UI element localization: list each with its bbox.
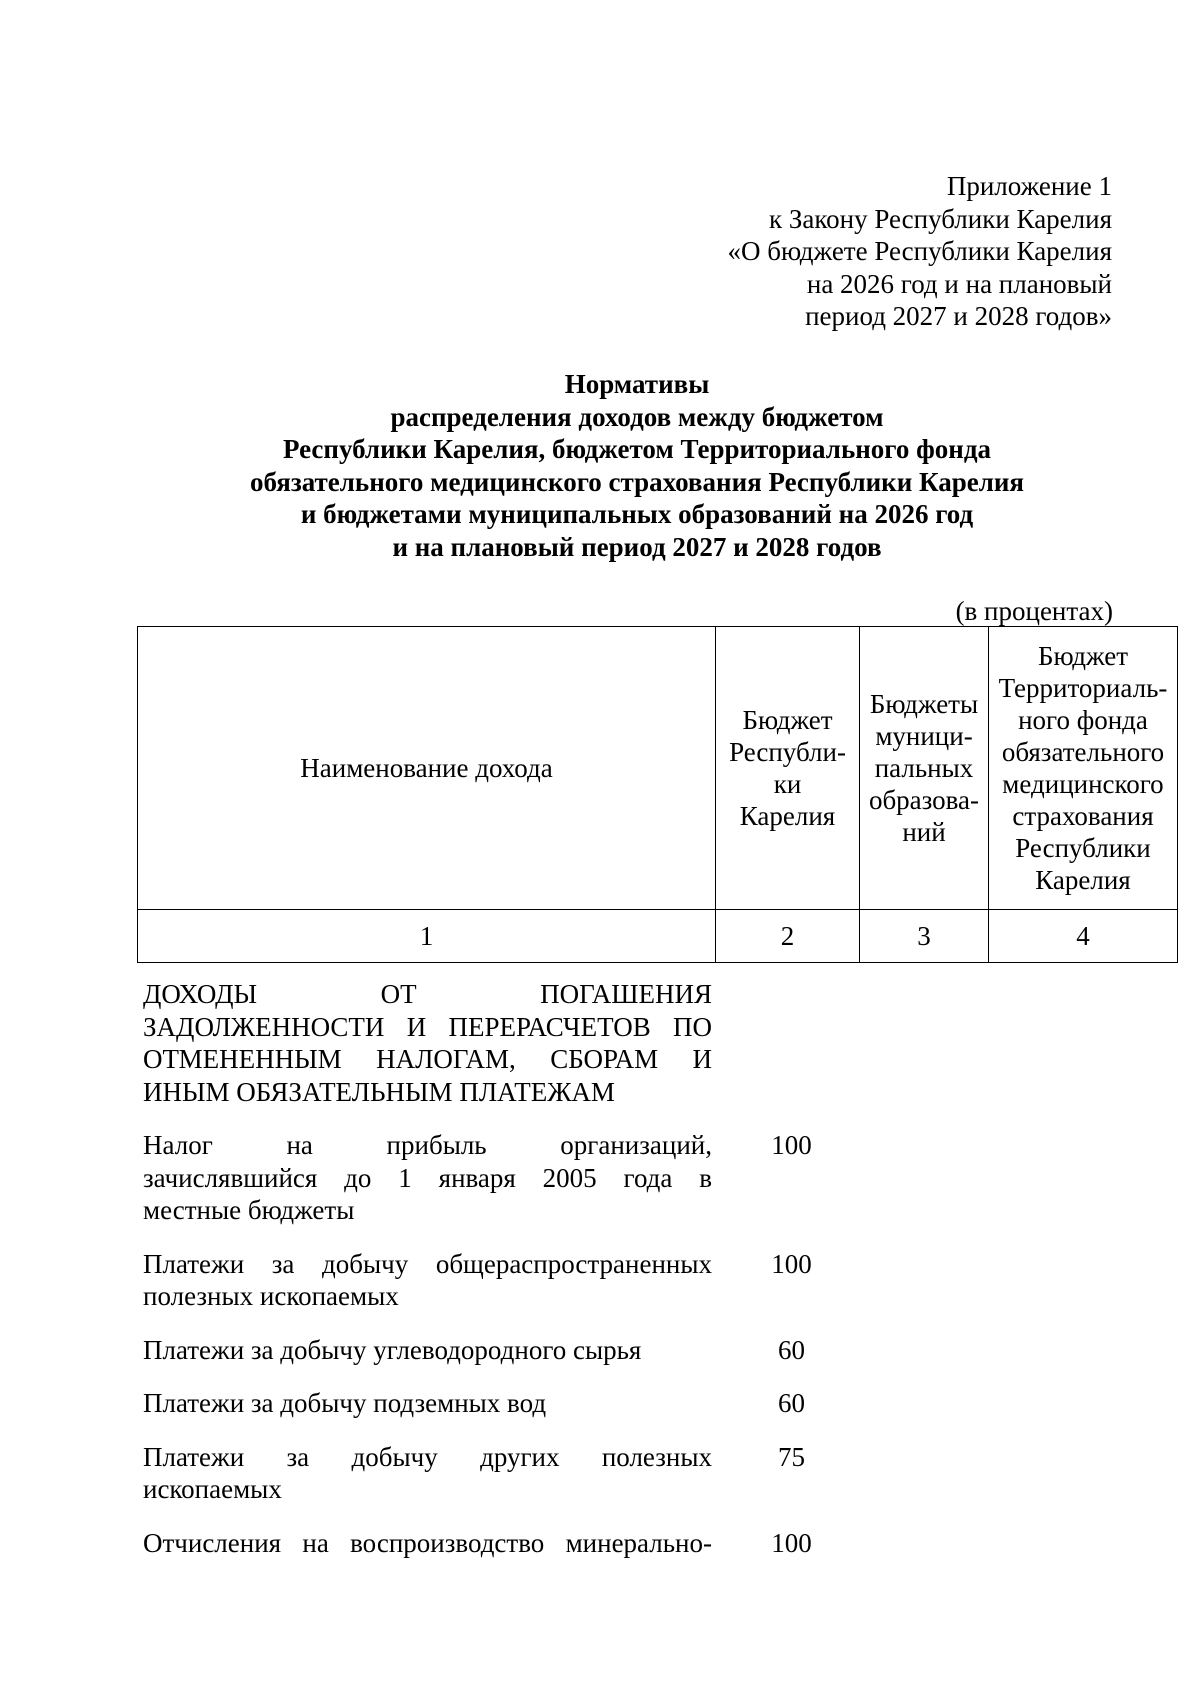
header-line: Карелия [739,801,836,831]
appendix-line: Приложение 1 [946,171,1112,201]
income-name-line: ОТМЕНЕННЫМ НАЛОГАМ, СБОРАМ И [143,1044,712,1074]
column-number-row [138,910,1178,963]
republic-budget-value: 75 [778,1441,805,1472]
income-name [143,1441,712,1506]
table-row [143,1248,1143,1313]
table-row [143,1334,1143,1367]
title-line: Нормативы [564,369,710,399]
header-line: образова- [868,785,980,815]
income-name-line: Отчисления на воспроизводство минерально- [143,1527,712,1558]
appendix-line: период 2027 и 2028 годов» [805,301,1112,331]
header-republic-budget [716,627,860,910]
header-line: медицинского [1002,769,1164,799]
income-name-line: ДОХОДЫ ОТ ПОГАШЕНИЯ [143,979,712,1009]
header-line: Бюджет [742,705,833,735]
header-line: Территориаль- [998,673,1168,703]
table-row [143,978,1143,1108]
appendix-line: на 2026 год и на плановый [806,268,1112,299]
header-line: Республи- [729,737,846,767]
header-line: обязательного [1001,737,1165,767]
header-income-name: Наименование дохода [138,627,716,910]
title-line: Республики Карелия, бюджетом Территориального фонда [282,434,992,464]
income-name-line: Налог на прибыль организаций, [143,1130,712,1160]
republic-budget-value: 100 [771,1130,812,1160]
revenue-table-header [137,626,1178,963]
appendix-reference [728,170,1113,333]
header-line: муници- [875,721,973,751]
table-row [143,1527,1143,1560]
header-line: Карелия [1035,865,1131,895]
income-name [143,1334,712,1367]
column-number: 2 [716,910,860,963]
header-line: Республики [1015,833,1151,863]
income-name-line: Платежи за добычу подземных вод [143,1388,547,1418]
income-name-line: Платежи за добычу углеводородного сырья [143,1334,642,1365]
header-row [138,627,1178,910]
income-name [143,1129,712,1227]
title-line: и бюджетами муниципальных образований на 2026 год [300,499,974,529]
header-insurance-fund-budget [989,627,1178,910]
income-name [143,978,712,1108]
header-line: ки [773,769,802,799]
title-line: распределения доходов между бюджетом [390,401,884,432]
republic-budget-value: 100 [771,1527,812,1558]
units-note: (в процентах) [955,596,1113,626]
header-line: Бюджеты [869,689,979,719]
income-name [143,1527,712,1560]
republic-budget-value: 100 [771,1248,812,1279]
appendix-line: к Закону Республики Карелия [769,203,1112,234]
income-name-line: местные бюджеты [143,1195,355,1225]
income-name-line: зачислявшийся до 1 января 2005 года в [143,1162,712,1193]
header-line: ний [902,817,946,847]
income-name-line: Платежи за добычу других полезных [143,1441,712,1472]
document-title [137,368,1137,563]
title-line: обязательного медицинского страхования Республики Карелия [249,466,1025,497]
title-line: и на плановый период 2027 и 2028 годов [392,531,882,562]
republic-budget-value: 60 [778,1388,805,1418]
income-name-line: полезных ископаемых [143,1281,399,1311]
header-municipal-budgets [860,627,989,910]
table-row [143,1129,1143,1227]
column-number: 3 [860,910,989,963]
header-line: страхования [1012,801,1154,831]
revenue-table-body [143,978,1143,1559]
income-name [143,1387,712,1420]
republic-budget-value: 60 [778,1334,805,1365]
income-name-line: ископаемых [143,1474,282,1504]
appendix-line: «О бюджете Республики Карелия [727,236,1112,266]
table-row [143,1441,1143,1506]
header-line: ного фонда [1018,705,1148,735]
header-line: пальных [874,753,974,783]
income-name-line: ИНЫМ ОБЯЗАТЕЛЬНЫМ ПЛАТЕЖАМ [143,1076,615,1107]
table-row [143,1387,1143,1420]
column-number: 1 [138,910,716,963]
income-name-line: ЗАДОЛЖЕННОСТИ И ПЕРЕРАСЧЕТОВ ПО [143,1011,712,1042]
income-name [143,1248,712,1313]
header-line: Бюджет [1037,641,1129,671]
column-number: 4 [989,910,1178,963]
income-name-line: Платежи за добычу общераспространенных [143,1248,712,1279]
